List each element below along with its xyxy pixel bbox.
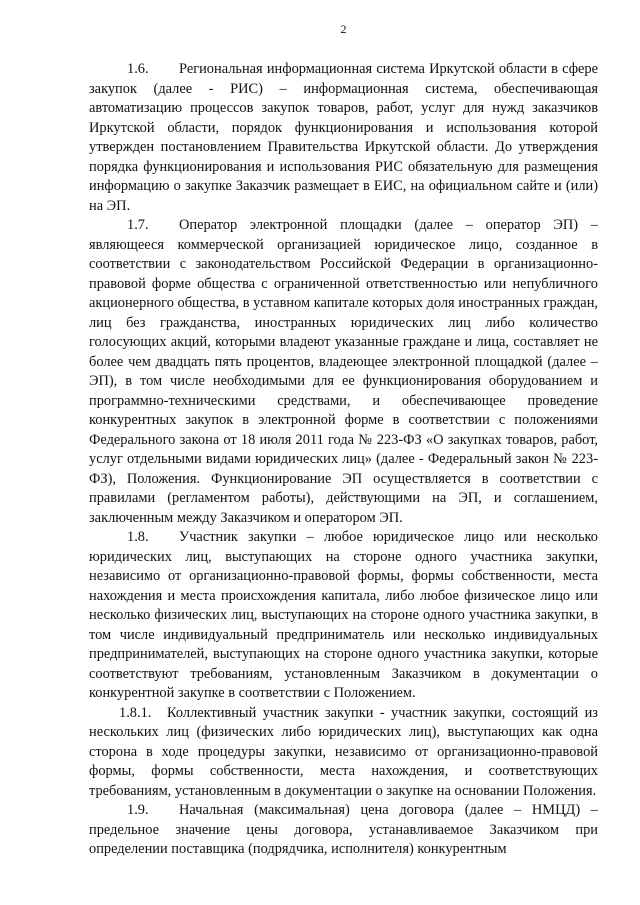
paragraph-text: Начальная (максимальная) цена договора (далее – НМЦД) – предельное значение цены договора, устанавливаемое Заказчиком при определении поставщика (подрядчика, исполнителя) конкурентным xyxy=(89,802,598,857)
paragraph-number: 1.7. xyxy=(127,217,149,233)
paragraph-number: 1.8.1. xyxy=(119,704,152,721)
paragraph-text: Коллективный участник закупки - участник закупки, состоящий из нескольких лиц (физических либо юридических лиц), выступающих как одна сторона в ходе процедуры закупки, независимо от организационно-правовой формы, формы собственности, места нахождения, и соответствующих требованиям, установленным в документации о закупке на основании Положения. xyxy=(89,704,598,799)
paragraph-1-8-1 xyxy=(89,704,598,802)
paragraph-number: 1.6. xyxy=(127,61,149,77)
paragraph-1-8 xyxy=(89,528,598,704)
page-number: 2 xyxy=(340,22,347,36)
paragraph-1-7 xyxy=(89,216,598,528)
paragraph-1-9 xyxy=(89,801,598,860)
paragraph-text: Региональная информационная система Иркутской области в сфере закупок (далее - РИС) – информационная система, обеспечивающая автоматизацию процессов закупок товаров, работ, услуг для нужд заказчиков Иркутской области, порядок функционирования и использования которой утвержден постановлением Правительства Иркутской области. До утверждения порядка функционирования и использования РИС обязательную для размещения информацию о закупке Заказчик размещает в ЕИС, на официальном сайте и (или) на ЭП. xyxy=(89,61,598,214)
paragraph-text: Участник закупки – любое юридическое лицо или несколько юридических лиц, выступающих на стороне одного участника закупки, независимо от организационно-правовой формы, формы собственности, места нахождения и места происхождения капитала, либо любое физическое лицо или несколько физических лиц, выступающих на стороне одного участника закупки, в том числе индивидуальный предприниматель или несколько индивидуальных предпринимателей, выступающих на стороне одного участника закупки, которые соответствуют требованиям, установленным Заказчиком в документации о конкурентной закупке в соответствии с Положением. xyxy=(89,529,598,701)
paragraph-text: Оператор электронной площадки (далее – оператор ЭП) – являющееся коммерческой организацией юридическое лицо, созданное в соответствии с законодательством Российской Федерации в организационно-правовой форме общества с ограниченной ответственностью или непубличного акционерного общества, в уставном капитале которых доля иностранных граждан, лиц без гражданства, иностранных юридических лиц либо количество голосующих акций, которыми владеют указанные граждане и лица, составляет не более чем двадцать пять процентов, владеющее электронной площадкой (далее – ЭП), в том числе необходимыми для ее функционирования оборудованием и программно-техническими средствами, и обеспечивающее проведение конкурентных закупок в электронной форме в соответствии с положениями Федерального закона от 18 июля 2011 года № 223-ФЗ «О закупках товаров, работ, услуг отдельными видами юридических лиц» (далее - Федеральный закон № 223-ФЗ), Положения. Функционирование ЭП осуществляется в соответствии с правилами (регламентом работы), действующими на ЭП, и соглашением, заключенным между Заказчиком и оператором ЭП. xyxy=(89,217,598,526)
paragraph-number: 1.8. xyxy=(127,529,149,545)
paragraph-number: 1.9. xyxy=(127,802,149,818)
paragraph-1-6 xyxy=(89,60,598,216)
document-page xyxy=(89,22,598,860)
